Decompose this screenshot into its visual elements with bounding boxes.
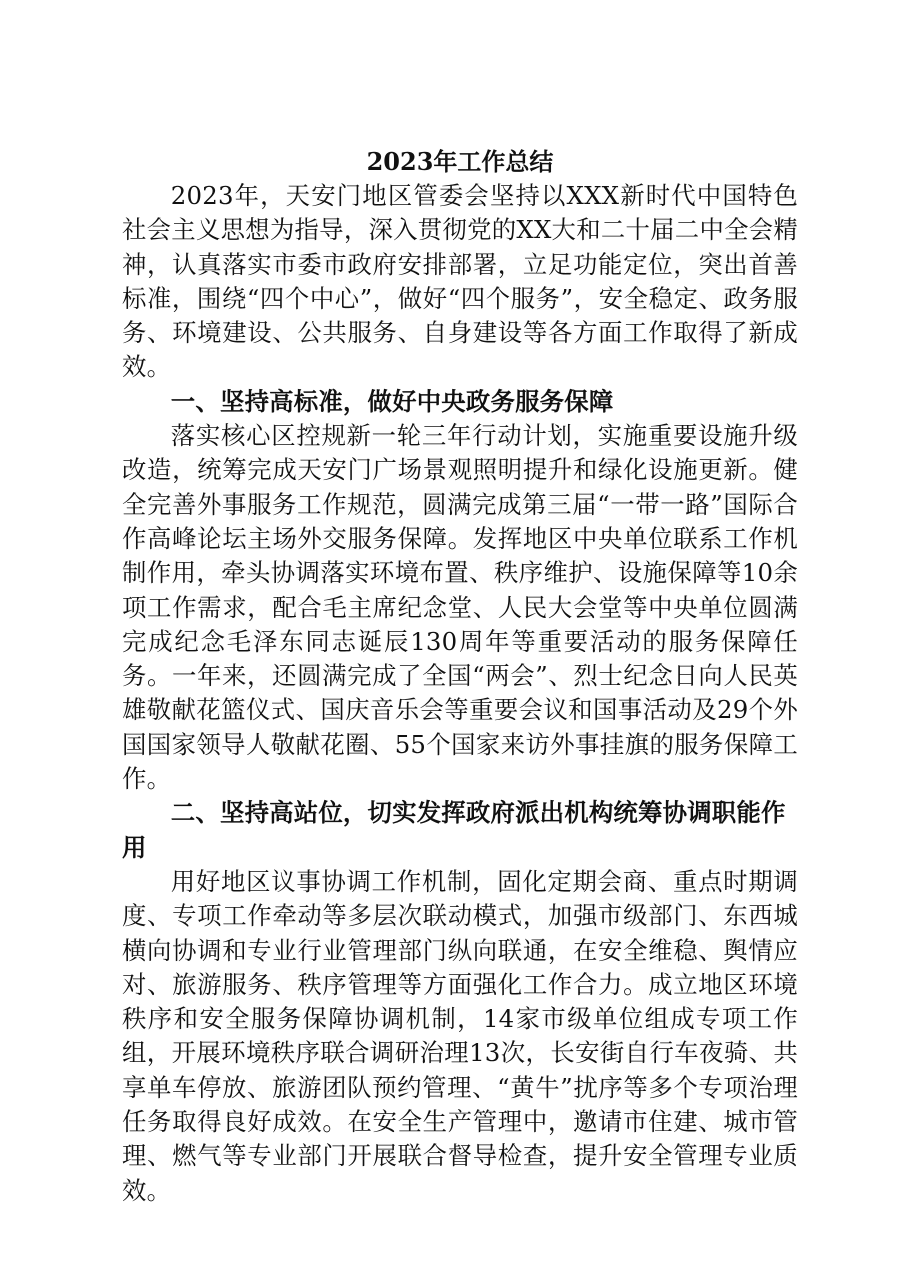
section-2-paragraph: 用好地区议事协调工作机制，固化定期会商、重点时期调度、专项工作牵动等多层次联动模式，加强市级部门、东西城横向协调和专业行业管理部门纵向联通，在安全维稳、舆情应对、旅游服务、秩序管理等方面强化工作合力。成立地区环境秩序和安全服务保障协调机制，14家市级单位组成专项工作组，开展环境秩序联合调研治理13次，长安街自行车夜骑、共享单车停放、旅游团队预约管理、“黄牛”扰序等多个专项治理任务取得良好成效。在安全生产管理中，邀请市住建、城市管理、燃气等专业部门开展联合督导检查，提升安全管理专业质效。 xyxy=(122,866,798,1205)
section-2-heading: 二、坚持高站位，切实发挥政府派出机构统筹协调职能作用 xyxy=(122,798,786,862)
document-title: 2023年工作总结 xyxy=(366,147,554,176)
section-2 xyxy=(122,796,798,1208)
section-1 xyxy=(122,385,798,797)
section-1-heading: 一、坚持高标准，做好中央政务服务保障 xyxy=(170,386,614,416)
section-1-paragraph: 落实核心区控规新一轮三年行动计划，实施重要设施升级改造，统筹完成天安门广场景观照明提升和绿化设施更新。健全完善外事服务工作规范，圆满完成第三届“一带一路”国际合作高峰论坛主场外交服务保障。发挥地区中央单位联系工作机制作用，牵头协调落实环境布置、秩序维护、设施保障等10余项工作需求，配合毛主席纪念堂、人民大会堂等中央单位圆满完成纪念毛泽东同志诞辰130周年等重要活动的服务保障任务。一年来，还圆满完成了全国“两会”、烈士纪念日向人民英雄敬献花篮仪式、国庆音乐会等重要会议和国事活动及29个外国国家领导人敬献花圈、55个国家来访外事挂旗的服务保障工作。 xyxy=(122,421,798,794)
document-body xyxy=(122,145,798,1208)
intro-paragraph: 2023年，天安门地区管委会坚持以XXX新时代中国特色社会主义思想为指导，深入贯彻党的XX大和二十届二中全会精神，认真落实市委市政府安排部署，立足功能定位，突出首善标准，围绕“四个中心”，做好“四个服务”，安全稳定、政务服务、环境建设、公共服务、自身建设等各方面工作取得了新成效。 xyxy=(122,181,798,382)
